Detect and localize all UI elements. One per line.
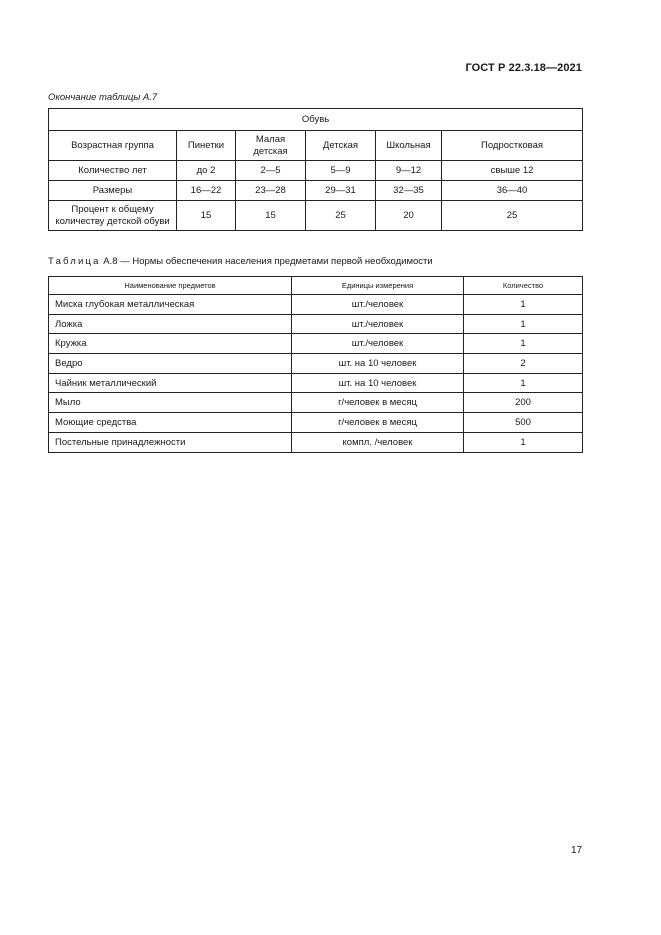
table-a8-header-unit: Единицы измерения xyxy=(292,277,464,295)
item-qty: 1 xyxy=(464,314,583,334)
table-a8-header-qty: Количество xyxy=(464,277,583,295)
item-name: Миска глубокая металлическая xyxy=(49,295,292,315)
item-unit: шт. на 10 человек xyxy=(292,354,464,374)
row-label-text: Процент к общему количеству детской обуви xyxy=(55,203,170,227)
table-cell: 25 xyxy=(306,201,376,231)
table-row xyxy=(49,432,583,452)
table-cell: до 2 xyxy=(177,161,236,181)
table-row xyxy=(49,373,583,393)
table-cell: свыше 12 xyxy=(442,161,583,181)
item-qty: 1 xyxy=(464,334,583,354)
table-cell: 15 xyxy=(177,201,236,231)
table-a7-column-header: Школьная xyxy=(376,131,442,161)
table-row xyxy=(49,393,583,413)
item-name: Ложка xyxy=(49,314,292,334)
table-a8 xyxy=(48,276,583,453)
table-row xyxy=(49,295,583,315)
table-a8-caption xyxy=(48,256,433,267)
table-a7-group-title: Обувь xyxy=(49,109,583,131)
table-cell: 5—9 xyxy=(306,161,376,181)
item-unit: компл. /человек xyxy=(292,432,464,452)
table-a7-column-header: Пинетки xyxy=(177,131,236,161)
table-a7-column-header xyxy=(236,131,306,161)
item-qty: 1 xyxy=(464,432,583,452)
item-name: Ведро xyxy=(49,354,292,374)
item-name: Чайник металлический xyxy=(49,373,292,393)
document-header: ГОСТ Р 22.3.18—2021 xyxy=(465,62,582,74)
item-qty: 200 xyxy=(464,393,583,413)
table-cell: 20 xyxy=(376,201,442,231)
table-a7 xyxy=(48,108,583,231)
table-a7-caption: Окончание таблицы А.7 xyxy=(48,92,158,103)
item-name: Постельные принадлежности xyxy=(49,432,292,452)
table-a7-column-header: Подростковая xyxy=(442,131,583,161)
table-cell: 2—5 xyxy=(236,161,306,181)
item-unit: г/человек в месяц xyxy=(292,413,464,433)
item-name: Моющие средства xyxy=(49,413,292,433)
table-a7-header-label: Возрастная группа xyxy=(49,131,177,161)
row-label xyxy=(49,201,177,231)
table-cell: 15 xyxy=(236,201,306,231)
table-a7-column-header: Детская xyxy=(306,131,376,161)
table-a7-column-header-text: Малая детская xyxy=(253,133,288,157)
table-cell: 32—35 xyxy=(376,181,442,201)
table-row xyxy=(49,314,583,334)
item-qty: 1 xyxy=(464,373,583,393)
table-a8-caption-prefix: Таблица xyxy=(48,256,101,267)
table-a8-header-name: Наименование предметов xyxy=(49,277,292,295)
item-unit: шт./человек xyxy=(292,334,464,354)
table-cell: 29—31 xyxy=(306,181,376,201)
row-label: Размеры xyxy=(49,181,177,201)
item-qty: 2 xyxy=(464,354,583,374)
item-qty: 1 xyxy=(464,295,583,315)
item-unit: шт. на 10 человек xyxy=(292,373,464,393)
table-cell: 36—40 xyxy=(442,181,583,201)
table-row xyxy=(49,354,583,374)
table-row xyxy=(49,181,583,201)
table-cell: 9—12 xyxy=(376,161,442,181)
table-row xyxy=(49,413,583,433)
item-unit: г/человек в месяц xyxy=(292,393,464,413)
item-unit: шт./человек xyxy=(292,314,464,334)
table-row xyxy=(49,161,583,181)
table-row xyxy=(49,334,583,354)
item-qty: 500 xyxy=(464,413,583,433)
item-name: Кружка xyxy=(49,334,292,354)
row-label: Количество лет xyxy=(49,161,177,181)
table-cell: 25 xyxy=(442,201,583,231)
item-name: Мыло xyxy=(49,393,292,413)
table-cell: 23—28 xyxy=(236,181,306,201)
table-row xyxy=(49,201,583,231)
table-cell: 16—22 xyxy=(177,181,236,201)
item-unit: шт./человек xyxy=(292,295,464,315)
page-number: 17 xyxy=(571,845,583,856)
table-a8-caption-text: А.8 — Нормы обеспечения населения предметами первой необходимости xyxy=(103,256,433,267)
